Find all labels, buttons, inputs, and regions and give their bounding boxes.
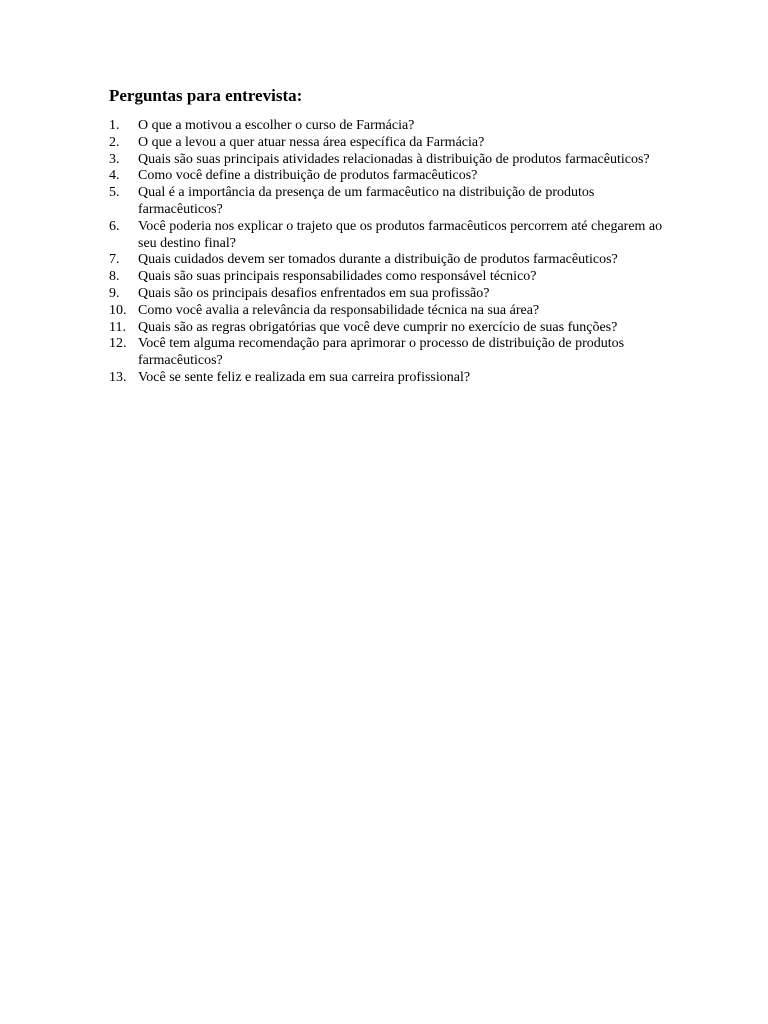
question-number: 2. <box>109 134 120 150</box>
question-number: 7. <box>109 252 120 268</box>
question-text: Você se sente feliz e realizada em sua carreira profissional? <box>138 369 471 385</box>
question-number: 1. <box>109 118 120 133</box>
question-number: 9. <box>109 285 120 301</box>
question-number: 6. <box>109 218 120 234</box>
question-text: Você tem alguma recomendação para aprimorar o processo de distribuição de produtos farmacêuticos? <box>138 336 625 369</box>
question-text: Como você define a distribuição de produtos farmacêuticos? <box>138 168 478 184</box>
question-item <box>109 118 669 135</box>
question-item <box>109 269 669 286</box>
question-text: O que a motivou a escolher o curso de Farmácia? <box>138 118 415 133</box>
question-item <box>109 252 669 269</box>
question-item <box>109 152 669 169</box>
question-item <box>109 370 669 387</box>
question-text: O que a levou a quer atuar nessa área específica da Farmácia? <box>138 134 485 150</box>
document-page <box>109 86 669 387</box>
question-number: 8. <box>109 269 120 285</box>
question-text: Quais são as regras obrigatórias que você deve cumprir no exercício de suas funções? <box>138 319 618 335</box>
question-item <box>109 303 669 320</box>
question-number: 12. <box>109 336 127 352</box>
question-item <box>109 320 669 337</box>
question-number: 4. <box>109 168 120 184</box>
question-item <box>109 219 669 253</box>
document-title: Perguntas para entrevista: <box>109 86 303 105</box>
question-text: Quais são os principais desafios enfrentados em sua profissão? <box>138 285 490 301</box>
question-item <box>109 168 669 185</box>
question-item <box>109 286 669 303</box>
question-number: 10. <box>109 302 127 318</box>
question-number: 11. <box>109 319 126 335</box>
question-number: 3. <box>109 151 120 167</box>
question-list <box>109 118 669 387</box>
question-number: 13. <box>109 369 127 385</box>
question-text: Você poderia nos explicar o trajeto que os produtos farmacêuticos percorrem até chegarem ao seu destino final? <box>138 218 663 251</box>
question-text: Quais são suas principais responsabilidades como responsável técnico? <box>138 269 537 285</box>
question-text: Qual é a importância da presença de um farmacêutico na distribuição de produtos farmacêuticos? <box>138 185 595 217</box>
question-text: Quais são suas principais atividades relacionadas à distribuição de produtos farmacêuticos? <box>138 151 650 167</box>
question-item <box>109 336 669 370</box>
question-item <box>109 185 669 219</box>
question-number: 5. <box>109 185 120 201</box>
question-text: Quais cuidados devem ser tomados durante a distribuição de produtos farmacêuticos? <box>138 252 618 268</box>
question-text: Como você avalia a relevância da responsabilidade técnica na sua área? <box>138 302 540 318</box>
question-item <box>109 135 669 152</box>
